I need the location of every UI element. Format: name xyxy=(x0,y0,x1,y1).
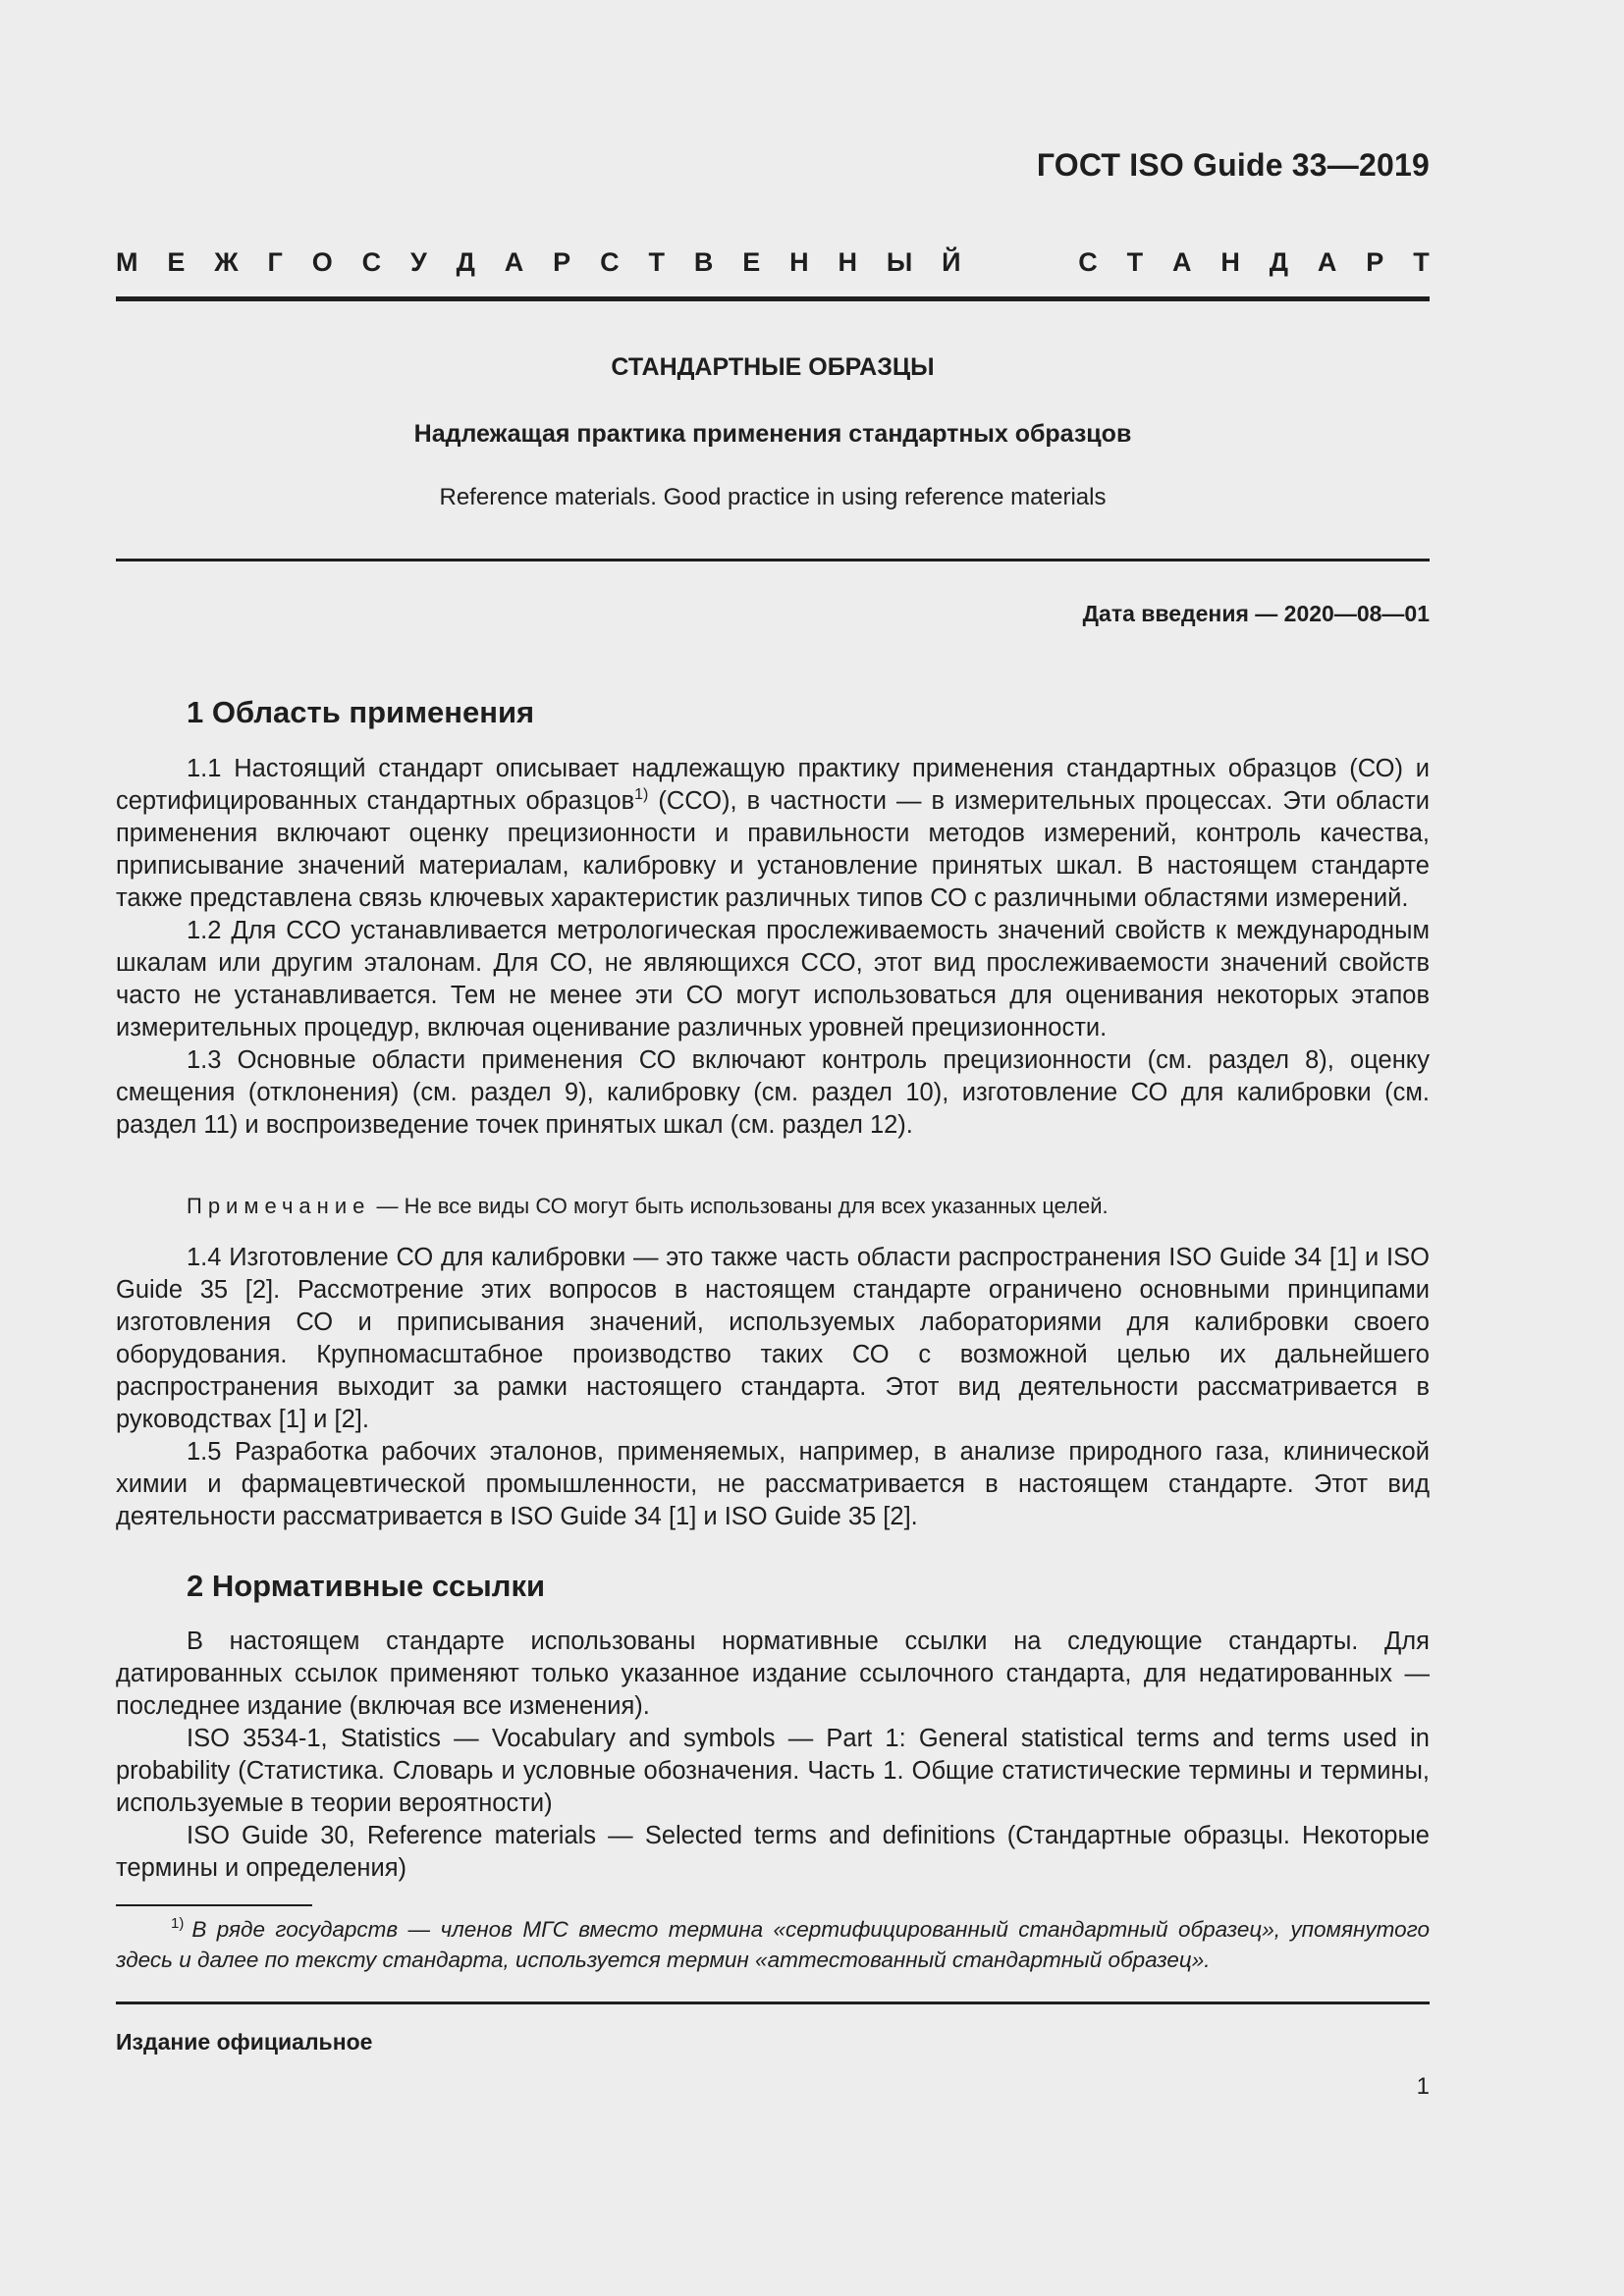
banner-letter: О xyxy=(311,247,333,277)
banner-letter: Д xyxy=(1269,247,1289,277)
banner-letter: С xyxy=(600,247,620,277)
paragraph-1-3: 1.3 Основные области применения СО включают контроль прецизионности (см. раздел 8), оценку смещения (отклонения) (см. раздел 9), калибровку (см. раздел 10), изготовление СО для калибровки (см. раздел 11) и воспроизведение точек принятых шкал (см. раздел 12). xyxy=(116,1046,1430,1139)
note-text: — Не все виды СО могут быть использованы для всех указанных целей. xyxy=(370,1194,1109,1218)
banner-letter: А xyxy=(504,247,524,277)
banner-letter: У xyxy=(410,247,427,277)
section-1-body-b xyxy=(116,1242,1430,1533)
paragraph-1-4: 1.4 Изготовление СО для калибровки — это также часть области распространения ISO Guide 34 [1] и ISO Guide 35 [2]. Рассмотрение этих вопросов в настоящем стандарте ограничено основными принципами изготовления СО и приписывания значений, используемых лабораториями для калибровки своего оборудования. Крупномасштабное производство таких СО с возможной целью их дальнейшего распространения выходит за рамки настоящего стандарта. Этот вид деятельности рассматривается в руководствах [1] и [2]. xyxy=(116,1244,1430,1433)
banner-letter: Е xyxy=(167,247,186,277)
banner-letter: Г xyxy=(267,247,283,277)
edition-label: Издание официальное xyxy=(116,2029,373,2055)
banner-word-gap xyxy=(990,247,1049,278)
banner-letter: Н xyxy=(838,247,857,277)
section-2-heading: 2 Нормативные ссылки xyxy=(187,1569,546,1603)
banner-letter: Т xyxy=(648,247,665,277)
banner-letter: М xyxy=(116,247,138,277)
note-label: Примечание xyxy=(187,1194,371,1218)
header-divider xyxy=(116,296,1430,301)
document-title-english: Reference materials. Good practice in using reference materials xyxy=(439,484,1107,510)
page-number: 1 xyxy=(1416,2073,1430,2100)
banner-letter: Ж xyxy=(214,247,239,277)
banner-letter: Р xyxy=(553,247,571,277)
banner-letter: А xyxy=(1317,247,1337,277)
footer-divider xyxy=(116,2002,1430,2004)
paragraph-1-5: 1.5 Разработка рабочих эталонов, применяемых, например, в анализе природного газа, клинической химии и фармацевтической промышленности, не рассматривается в настоящем стандарте. Этот вид деятельности рассматривается в ISO Guide 34 [1] и ISO Guide 35 [2]. xyxy=(116,1438,1430,1530)
standard-number: ГОСТ ISO Guide 33—2019 xyxy=(1036,147,1430,183)
standard-type-banner xyxy=(116,247,1430,278)
banner-letter: Й xyxy=(942,247,961,277)
footnote-mark: 1) xyxy=(171,1915,185,1932)
banner-letter: Д xyxy=(456,247,475,277)
document-page xyxy=(116,0,1430,2296)
introduction-date: Дата введения — 2020—08—01 xyxy=(1082,601,1430,626)
banner-letter: С xyxy=(361,247,382,277)
paragraph-2-intro: В настоящем стандарте использованы нормативные ссылки на следующие стандарты. Для датированных ссылок применяют только указанное издание ссылочного стандарта, для недатированных — последнее издание (включая все изменения). xyxy=(116,1628,1430,1720)
footnote-text: В ряде государств — членов МГС вместо термина «сертифицированный стандартный образец», упомянутого здесь и далее по тексту стандарта, используется термин «аттестованный стандартный образец». xyxy=(116,1917,1430,1972)
section-1-heading: 1 Область применения xyxy=(187,695,535,729)
banner-letter: Е xyxy=(742,247,761,277)
footnote xyxy=(116,1914,1430,1975)
banner-letter: Т xyxy=(1126,247,1144,277)
footnote-divider xyxy=(116,1904,312,1906)
reference-iso-3534-1: ISO 3534-1, Statistics — Vocabulary and symbols — Part 1: General statistical terms and terms used in probability (Статистика. Словарь и условные обозначения. Часть 1. Общие статистические термины и термины, используемые в теории вероятности) xyxy=(116,1725,1430,1817)
reference-iso-guide-30: ISO Guide 30, Reference materials — Selected terms and definitions (Стандартные образцы. Некоторые термины и определения) xyxy=(116,1822,1430,1882)
document-title: СТАНДАРТНЫЕ ОБРАЗЦЫ xyxy=(611,353,935,381)
document-subtitle: Надлежащая практика применения стандартных образцов xyxy=(413,420,1132,448)
banner-letter: Ы xyxy=(886,247,913,277)
section-2-body xyxy=(116,1626,1430,1885)
paragraph-1-1: 1.1 Настоящий стандарт описывает надлежащую практику применения стандартных образцов (СО) и сертифицированных стандартных образцов$^{1)}$ (ССО), в частности — в измерительных процессах. Эти области применения включают оценку прецизионности и правильности методов измерений, контроль качества, приписывание значений материалам, калибровку и установление принятых шкал. В настоящем стандарте также представлена связь ключевых характеристик различных типов СО с различными областями измерений. xyxy=(116,755,1430,912)
banner-letter: С xyxy=(1078,247,1098,277)
banner-letter: В xyxy=(693,247,714,277)
banner-letter: Т xyxy=(1413,247,1430,277)
banner-letter: Н xyxy=(789,247,809,277)
footnote-reference[interactable]: 1) xyxy=(634,786,649,803)
section-1-body-a xyxy=(116,753,1430,1142)
banner-letter: Р xyxy=(1366,247,1384,277)
title-divider xyxy=(116,559,1430,561)
banner-letter: А xyxy=(1172,247,1192,277)
banner-letter: Н xyxy=(1220,247,1240,277)
paragraph-1-2: 1.2 Для ССО устанавливается метрологическая прослеживаемость значений свойств к международным шкалам или другим эталонам. Для СО, не являющихся ССО, этот вид прослеживаемости значений свойств часто не устанавливается. Тем не менее эти СО могут использоваться для оценивания некоторых этапов измерительных процедур, включая оценивание различных уровней прецизионности. xyxy=(116,917,1430,1041)
note xyxy=(187,1194,1109,1219)
